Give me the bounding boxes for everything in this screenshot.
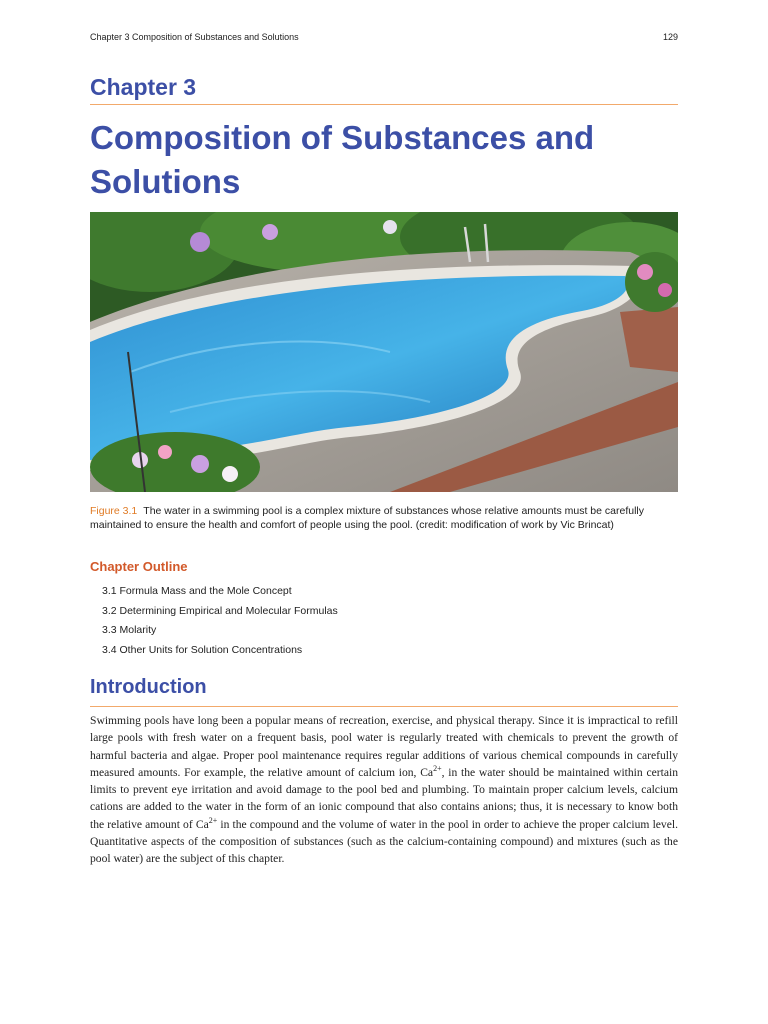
- calcium-charge-2: 2+: [208, 815, 218, 825]
- outline-item-3-1[interactable]: 3.1 Formula Mass and the Mole Concept: [102, 585, 292, 597]
- introduction-paragraph: [90, 712, 678, 868]
- calcium-charge-1: 2+: [433, 764, 442, 774]
- intro-text-part-3: in the compound and the volume of water in the pool in order to achieve the proper calcium level. Quantitative aspects of the composition of substances (such as the calcium-containing compound) and mixtures (such as the pool water) are the subject of this chapter.: [90, 817, 678, 866]
- outline-item-3-3[interactable]: 3.3 Molarity: [102, 624, 157, 637]
- figure-number: Figure 3.1: [90, 505, 138, 517]
- chapter-divider: [90, 104, 678, 105]
- introduction-heading: Introduction: [90, 676, 207, 698]
- running-header: [90, 32, 678, 42]
- chapter-outline-list: [102, 584, 338, 663]
- chapter-outline-heading: Chapter Outline: [90, 559, 188, 574]
- intro-text-part-2: , in the water should be maintained within certain limits to prevent eye irritation and avoid damage to the pool bed and plumbing. To maintain proper calcium levels, calcium cations are added to the water in the form of an ionic compound that also contains anions; thus, it is necessary to know both the relative amount of Ca: [90, 765, 678, 831]
- pool-photo: [90, 212, 678, 492]
- page-number: 129: [662, 32, 678, 42]
- figure-caption: [90, 504, 678, 532]
- chapter-title: Composition of Substances and Solutions: [90, 119, 595, 200]
- introduction-divider: [90, 706, 678, 707]
- outline-item-3-4[interactable]: 3.4 Other Units for Solution Concentrations: [102, 644, 303, 657]
- chapter-label: Chapter 3: [90, 74, 197, 100]
- intro-text-part-1: Swimming pools have long been a popular means of recreation, exercise, and physical therapy. Since it is impractical to refill large pools with fresh water on a frequent basis, pool water is regularly treated with chemicals to prevent the growth of harmful bacteria and algae. Proper pool maintenance requires regular additions of various chemical compounds in carefully measured amounts. For example, the relative amount of calcium ion, Ca: [90, 714, 678, 779]
- running-title: Chapter 3 Composition of Substances and Solutions: [90, 32, 299, 42]
- figure-caption-text: The water in a swimming pool is a complex mixture of substances whose relative amounts must be carefully maintained to ensure the health and comfort of people using the pool. (credit: modification of work by Vic Brincat): [90, 505, 644, 531]
- outline-item-3-2[interactable]: 3.2 Determining Empirical and Molecular Formulas: [102, 604, 338, 617]
